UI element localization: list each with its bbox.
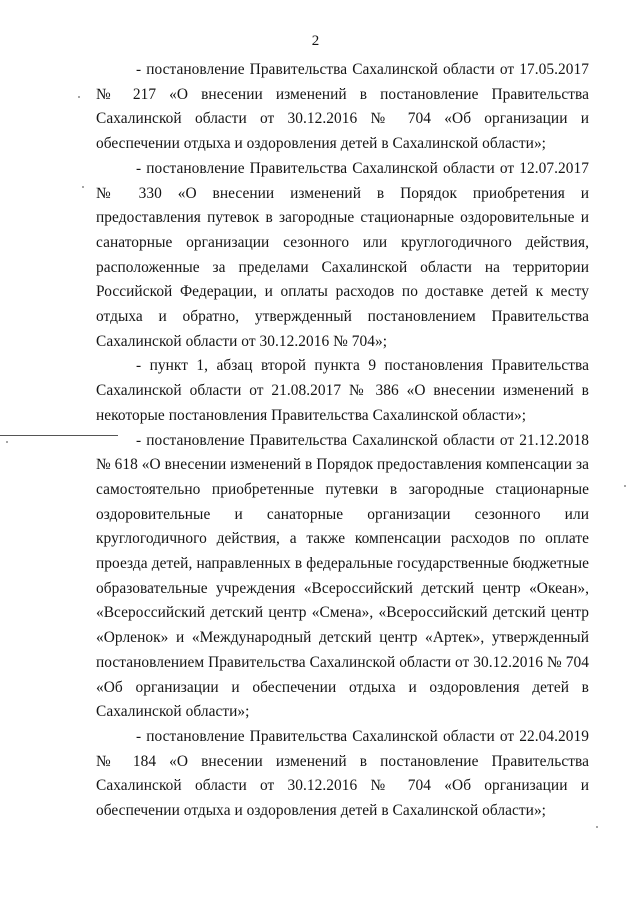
scan-dot-artifact bbox=[6, 441, 8, 443]
scan-line-artifact bbox=[0, 435, 118, 436]
paragraph-resolution-618: - постановление Правительства Сахалинской области от 21.12.2018 № 618 «О внесении изменений в Порядок предоставления компенсации за самостоятельно приобретенные путевки в загородные стационарные оздоровительные и санаторные организации сезонного или круглогодичного действия, а также компенсации расходов по оплате проезда детей, направленных в федеральные государственные бюджетные образовательные учреждения «Всероссийский детский центр «Океан», «Всероссийский детский центр «Смена», «Всероссийский детский центр «Орленок» и «Международный детский центр «Артек», утвержденный постановлением Правительства Сахалинской области от 30.12.2016 № 704 «Об организации и обеспечении отдыха и оздоровления детей в Сахалинской области»; bbox=[96, 431, 589, 721]
paragraph-resolution-217: - постановление Правительства Сахалинской области от 17.05.2017 № 217 «О внесении изменений в постановление Правительства Сахалинской области от 30.12.2016 № 704 «Об организации и обеспечении отдыха и оздоровления детей в Сахалинской области»; bbox=[96, 61, 589, 153]
scan-dot-artifact bbox=[596, 826, 598, 828]
document-body bbox=[96, 58, 589, 824]
scan-dot-artifact bbox=[82, 186, 84, 188]
scan-dot-artifact bbox=[624, 485, 626, 487]
paragraph-resolution-184: - постановление Правительства Сахалинской области от 22.04.2019 № 184 «О внесении изменений в постановление Правительства Сахалинской области от 30.12.2016 № 704 «Об организации и обеспечении отдыха и оздоровления детей в Сахалинской области»; bbox=[96, 727, 589, 820]
scan-dot-artifact bbox=[78, 96, 80, 98]
paragraph-resolution-330: - постановление Правительства Сахалинской области от 12.07.2017 № 330 «О внесении изменений в Порядок приобретения и предоставления путевок в загородные стационарные оздоровительные и санаторные организации сезонного или круглогодичного действия, расположенные за пределами Сахалинской области на территории Российской Федерации, и оплаты расходов по доставке детей к месту отдыха и обратно, утвержденный постановлением Правительства Сахалинской области от 30.12.2016 № 704»; bbox=[96, 159, 589, 350]
page-number: 2 bbox=[311, 33, 320, 49]
paragraph-resolution-386: - пункт 1, абзац второй пункта 9 постановления Правительства Сахалинской области от 21.08.2017 № 386 «О внесении изменений в некоторые постановления Правительства Сахалинской области»; bbox=[96, 357, 589, 424]
